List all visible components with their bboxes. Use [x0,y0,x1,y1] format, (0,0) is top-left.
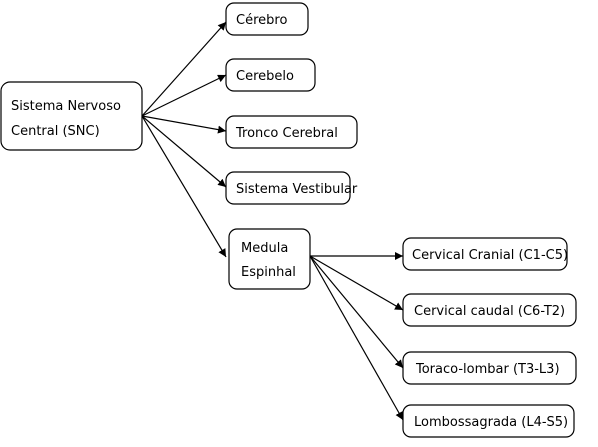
node-cervical-cranial [403,238,568,270]
node-lumbosacral-label: Lombossagrada (L4-S5) [414,415,569,430]
node-thoracolumbar-label: Toraco-lombar (T3-L3) [416,362,560,377]
node-vestibular-label: Sistema Vestibular [236,182,358,197]
edge-root-to-brainstem [142,116,226,131]
node-vestibular [226,172,358,204]
node-spinal-box [229,229,310,289]
node-cerebellum [226,59,315,91]
edge-spinal-to-lumbosacral [310,256,403,420]
node-brain-label: Cérebro [236,13,288,28]
node-cervical-caudal-label: Cervical caudal (C6-T2) [414,304,566,319]
node-spinal [229,229,310,289]
edge-spinal-to-thoracolumbar [310,256,403,368]
node-thoracolumbar [403,352,576,384]
node-lumbosacral [403,405,574,437]
node-cervical-cranial-label: Cervical Cranial (C1-C5) [412,248,569,263]
node-cervical-caudal [403,294,576,326]
node-spinal-label-line2: Espinhal [241,265,296,280]
node-brain [226,3,308,35]
node-spinal-label-line1: Medula [241,241,289,256]
root-edges [142,22,226,257]
edge-spinal-to-cervical-caudal [310,256,403,310]
node-brainstem [226,116,357,148]
edge-root-to-cerebellum [142,75,226,116]
node-root [1,82,142,150]
edge-root-to-vestibular [142,116,226,187]
edge-root-to-brain [142,22,226,116]
edge-root-to-spinal [142,116,226,257]
node-root-box [1,82,142,150]
node-root-label-line2: Central (SNC) [11,124,100,139]
node-root-label-line1: Sistema Nervoso [11,99,121,114]
spinal-edges [310,256,403,420]
node-cerebellum-label: Cerebelo [236,69,294,84]
node-brainstem-label: Tronco Cerebral [236,126,338,141]
